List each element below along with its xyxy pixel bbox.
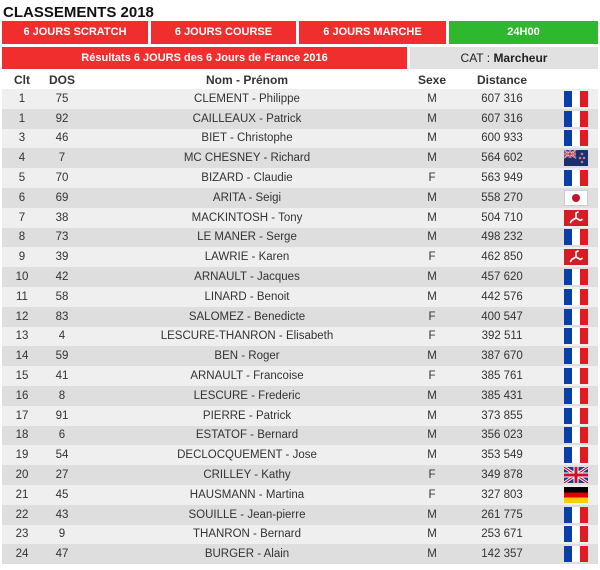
sex-cell: M xyxy=(427,271,437,284)
page-title: CLASSEMENTS 2018 xyxy=(3,4,154,21)
rank-cell: 14 xyxy=(15,350,29,363)
france-flag-icon xyxy=(564,368,588,384)
rank-cell: 23 xyxy=(15,528,29,541)
flag-cell xyxy=(554,228,598,248)
name-cell: LINARD - Benoit xyxy=(204,290,290,303)
france-flag-icon xyxy=(564,91,588,107)
distance-cell: 498 232 xyxy=(481,231,523,244)
france-flag-icon xyxy=(564,427,588,443)
rank-cell: 15 xyxy=(15,370,29,383)
distance-cell: 356 023 xyxy=(481,429,523,442)
sex-cell: M xyxy=(427,350,437,363)
table-header xyxy=(2,70,598,89)
bib-cell: 92 xyxy=(55,112,69,125)
france-flag-icon xyxy=(564,111,588,127)
flag-cell xyxy=(554,485,598,505)
united-kingdom-flag-icon xyxy=(564,467,588,483)
table-row xyxy=(2,525,598,545)
bib-cell: 6 xyxy=(58,429,66,442)
flag-cell xyxy=(554,109,598,129)
category-prefix: CAT : xyxy=(460,51,494,65)
bib-cell: 69 xyxy=(55,191,69,204)
bib-cell: 8 xyxy=(58,389,66,402)
sex-cell: M xyxy=(427,92,437,105)
column-header-name: Nom - Prénom xyxy=(205,72,288,87)
flag-cell xyxy=(554,465,598,485)
sex-cell: M xyxy=(427,528,437,541)
bib-cell: 42 xyxy=(55,271,69,284)
france-flag-icon xyxy=(564,408,588,424)
name-cell: CLEMENT - Philippe xyxy=(194,92,300,105)
table-row xyxy=(2,267,598,287)
name-cell: MC CHESNEY - Richard xyxy=(183,152,311,165)
germany-flag-icon xyxy=(564,487,588,503)
sex-cell: M xyxy=(427,389,437,402)
france-flag-icon xyxy=(564,388,588,404)
bib-cell: 83 xyxy=(55,310,69,323)
category-value: Marcheur xyxy=(493,51,548,65)
flag-cell xyxy=(554,148,598,168)
france-flag-icon xyxy=(564,507,588,523)
flag-cell xyxy=(554,346,598,366)
rank-cell: 18 xyxy=(15,429,29,442)
column-header-sexe: Sexe xyxy=(417,72,447,87)
rank-cell: 21 xyxy=(15,488,29,501)
france-flag-icon xyxy=(564,289,588,305)
table-row xyxy=(2,386,598,406)
bib-cell: 43 xyxy=(55,508,69,521)
distance-cell: 385 431 xyxy=(481,389,523,402)
rank-cell: 9 xyxy=(18,251,26,264)
distance-cell: 142 357 xyxy=(481,548,523,561)
results-banner: Résultats 6 JOURS des 6 Jours de France 2016 xyxy=(2,47,407,69)
flag-cell xyxy=(554,208,598,228)
category-label xyxy=(410,47,598,69)
rank-cell: 12 xyxy=(15,310,29,323)
flag-cell xyxy=(554,129,598,149)
name-cell: SALOMEZ - Benedicte xyxy=(188,310,306,323)
bib-cell: 9 xyxy=(58,528,66,541)
sex-cell: M xyxy=(427,449,437,462)
flag-cell xyxy=(554,525,598,545)
distance-cell: 327 803 xyxy=(481,488,523,501)
france-flag-icon xyxy=(564,130,588,146)
bib-cell: 59 xyxy=(55,350,69,363)
rank-cell: 4 xyxy=(18,152,26,165)
distance-cell: 442 576 xyxy=(481,290,523,303)
rank-cell: 19 xyxy=(15,449,29,462)
distance-cell: 400 547 xyxy=(481,310,523,323)
name-cell: CAILLEAUX - Patrick xyxy=(192,112,302,125)
rank-cell: 10 xyxy=(15,271,29,284)
sex-cell: M xyxy=(427,409,437,422)
name-cell: ARITA - Seigi xyxy=(212,191,282,204)
table-row xyxy=(2,287,598,307)
distance-cell: 564 602 xyxy=(481,152,523,165)
flag-cell xyxy=(554,89,598,109)
sex-cell: F xyxy=(428,251,436,264)
rank-cell: 6 xyxy=(18,191,26,204)
name-cell: DECLOCQUEMENT - Jose xyxy=(177,449,317,462)
distance-cell: 261 775 xyxy=(481,508,523,521)
france-flag-icon xyxy=(564,526,588,542)
distance-cell: 462 850 xyxy=(481,251,523,264)
column-header-distance: Distance xyxy=(476,72,528,87)
bib-cell: 27 xyxy=(55,469,69,482)
name-cell: HAUSMANN - Martina xyxy=(189,488,305,501)
flag-cell xyxy=(554,406,598,426)
table-row xyxy=(2,168,598,188)
rank-cell: 8 xyxy=(18,231,26,244)
bib-cell: 73 xyxy=(55,231,69,244)
bib-cell: 47 xyxy=(55,548,69,561)
table-row xyxy=(2,148,598,168)
flag-cell xyxy=(554,287,598,307)
name-cell: BURGER - Alain xyxy=(204,548,290,561)
sex-cell: M xyxy=(427,191,437,204)
france-flag-icon xyxy=(564,447,588,463)
isle-of-man-flag-icon xyxy=(564,249,588,265)
rank-cell: 5 xyxy=(18,172,26,185)
flag-cell xyxy=(554,366,598,386)
france-flag-icon xyxy=(564,309,588,325)
distance-cell: 349 878 xyxy=(481,469,523,482)
bib-cell: 54 xyxy=(55,449,69,462)
bib-cell: 70 xyxy=(55,172,69,185)
bib-cell: 58 xyxy=(55,290,69,303)
tab-6-jours-marche[interactable]: 6 JOURS MARCHE xyxy=(299,21,446,44)
sex-cell: M xyxy=(427,429,437,442)
name-cell: ARNAULT - Francoise xyxy=(190,370,304,383)
name-cell: LESCURE-THANRON - Elisabeth xyxy=(160,330,334,343)
column-header-clt: Clt xyxy=(14,72,30,87)
france-flag-icon xyxy=(564,229,588,245)
table-row xyxy=(2,109,598,129)
bib-cell: 41 xyxy=(55,370,69,383)
name-cell: SOUILLE - Jean-pierre xyxy=(188,508,306,521)
tab-6-jours-scratch[interactable]: 6 JOURS SCRATCH xyxy=(2,21,148,44)
flag-cell xyxy=(554,445,598,465)
name-cell: ESTATOF - Bernard xyxy=(195,429,299,442)
name-cell: LAWRIE - Karen xyxy=(204,251,290,264)
rank-cell: 11 xyxy=(16,290,28,303)
name-cell: MACKINTOSH - Tony xyxy=(191,211,303,224)
france-flag-icon xyxy=(564,546,588,562)
distance-cell: 563 949 xyxy=(481,172,523,185)
sex-cell: M xyxy=(427,211,437,224)
distance-cell: 373 855 xyxy=(481,409,523,422)
name-cell: BIZARD - Claudie xyxy=(201,172,293,185)
distance-cell: 385 761 xyxy=(481,370,523,383)
bib-cell: 39 xyxy=(55,251,69,264)
flag-cell xyxy=(554,505,598,525)
sex-cell: M xyxy=(427,290,437,303)
isle-of-man-flag-icon xyxy=(564,210,588,226)
table-row xyxy=(2,208,598,228)
distance-cell: 392 511 xyxy=(481,330,523,343)
bib-cell: 46 xyxy=(55,132,69,145)
distance-cell: 600 933 xyxy=(481,132,523,145)
rank-cell: 7 xyxy=(18,211,26,224)
flag-cell xyxy=(554,544,598,564)
name-cell: LESCURE - Frederic xyxy=(193,389,301,402)
rank-cell: 20 xyxy=(15,469,29,482)
france-flag-icon xyxy=(564,348,588,364)
sex-cell: F xyxy=(428,370,436,383)
rank-cell: 24 xyxy=(15,548,29,561)
rank-cell: 1 xyxy=(18,92,26,105)
sex-cell: M xyxy=(427,508,437,521)
flag-cell xyxy=(554,168,598,188)
france-flag-icon xyxy=(564,328,588,344)
table-row xyxy=(2,366,598,386)
name-cell: LE MANER - Serge xyxy=(197,231,297,244)
rank-cell: 17 xyxy=(15,409,29,422)
table-row xyxy=(2,505,598,525)
sex-cell: M xyxy=(427,132,437,145)
distance-cell: 607 316 xyxy=(481,112,523,125)
japan-flag-icon xyxy=(564,190,588,206)
bib-cell: 4 xyxy=(58,330,66,343)
tab-24h00[interactable]: 24H00 xyxy=(449,21,598,44)
distance-cell: 558 270 xyxy=(481,191,523,204)
bib-cell: 7 xyxy=(58,152,66,165)
sex-cell: M xyxy=(427,231,437,244)
sex-cell: F xyxy=(428,469,436,482)
flag-cell xyxy=(554,247,598,267)
bib-cell: 45 xyxy=(55,488,69,501)
distance-cell: 353 549 xyxy=(481,449,523,462)
table-row xyxy=(2,406,598,426)
table-row xyxy=(2,346,598,366)
sex-cell: F xyxy=(428,488,436,501)
rank-cell: 13 xyxy=(15,330,29,343)
name-cell: BEN - Roger xyxy=(214,350,280,363)
table-row xyxy=(2,465,598,485)
bib-cell: 75 xyxy=(55,92,69,105)
new-zealand-flag-icon xyxy=(564,150,588,166)
name-cell: THANRON - Bernard xyxy=(193,528,301,541)
table-row xyxy=(2,129,598,149)
table-row xyxy=(2,544,598,564)
table-row xyxy=(2,426,598,446)
distance-cell: 457 620 xyxy=(481,271,523,284)
flag-cell xyxy=(554,426,598,446)
rank-cell: 22 xyxy=(15,508,29,521)
flag-cell xyxy=(554,327,598,347)
flag-cell xyxy=(554,386,598,406)
rank-cell: 16 xyxy=(15,389,29,402)
sex-cell: F xyxy=(428,330,436,343)
bib-cell: 91 xyxy=(55,409,69,422)
france-flag-icon xyxy=(564,269,588,285)
bib-cell: 38 xyxy=(55,211,69,224)
rank-cell: 3 xyxy=(18,132,26,145)
distance-cell: 387 670 xyxy=(481,350,523,363)
distance-cell: 504 710 xyxy=(481,211,523,224)
name-cell: CRILLEY - Kathy xyxy=(203,469,291,482)
flag-cell xyxy=(554,267,598,287)
sex-cell: M xyxy=(427,152,437,165)
name-cell: PIERRE - Patrick xyxy=(202,409,292,422)
table-row xyxy=(2,247,598,267)
column-header-dos: DOS xyxy=(48,72,75,87)
sex-cell: M xyxy=(427,112,437,125)
name-cell: BIET - Christophe xyxy=(201,132,293,145)
table-row xyxy=(2,485,598,505)
table-row xyxy=(2,228,598,248)
table-row xyxy=(2,89,598,109)
flag-cell xyxy=(554,188,598,208)
table-row xyxy=(2,188,598,208)
sex-cell: F xyxy=(428,172,436,185)
table-row xyxy=(2,307,598,327)
sex-cell: F xyxy=(428,310,436,323)
table-row xyxy=(2,327,598,347)
rank-cell: 1 xyxy=(18,112,26,125)
tab-6-jours-course[interactable]: 6 JOURS COURSE xyxy=(151,21,296,44)
table-row xyxy=(2,445,598,465)
sex-cell: M xyxy=(427,548,437,561)
distance-cell: 607 316 xyxy=(481,92,523,105)
distance-cell: 253 671 xyxy=(481,528,523,541)
flag-cell xyxy=(554,307,598,327)
france-flag-icon xyxy=(564,170,588,186)
name-cell: ARNAULT - Jacques xyxy=(194,271,300,284)
